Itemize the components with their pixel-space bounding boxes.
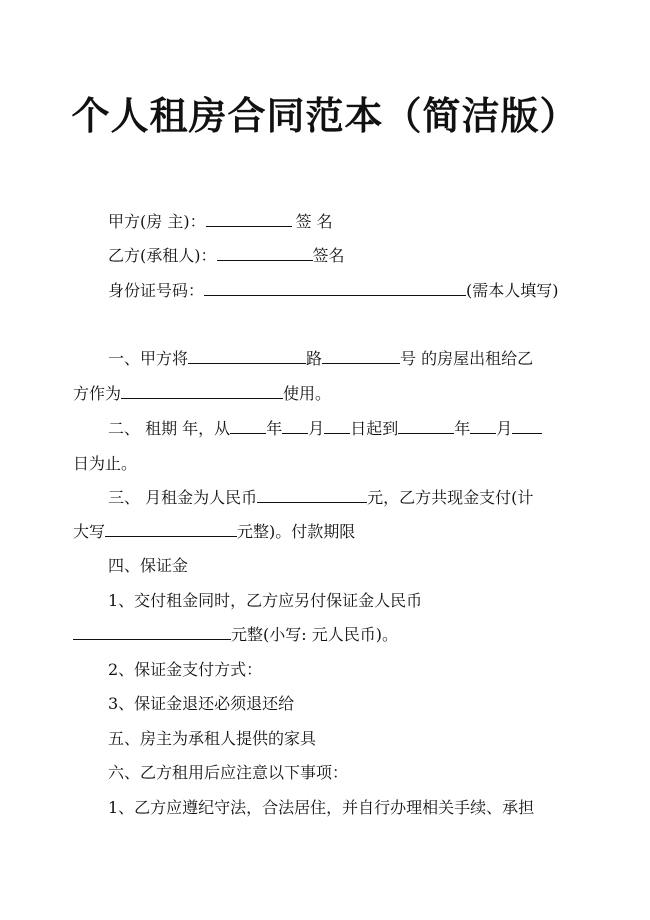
clause-6-heading: 六、乙方租用后应注意以下事项： — [108, 763, 349, 782]
clause-3-text-d: 元整)。付款期限 — [237, 522, 356, 541]
number-blank[interactable] — [322, 346, 400, 364]
clause-2-text-a: 二、 租期 年，从 — [108, 419, 231, 438]
party-b-line — [0, 243, 650, 269]
party-a-label: 甲方(房 主)： — [108, 212, 206, 231]
clause-4-1-line-1 — [0, 588, 650, 614]
id-number-label: 身份证号码： — [108, 281, 205, 300]
clause-1-text-e: 使用。 — [283, 384, 332, 403]
clause-1-line-2 — [0, 381, 650, 407]
clause-3-text-a: 三、 月租金为人民币 — [108, 488, 258, 507]
clause-4-3 — [0, 691, 650, 717]
clause-2-month-1: 月 — [308, 419, 325, 438]
clause-1-line-1 — [0, 346, 650, 372]
start-year-blank[interactable] — [230, 416, 266, 434]
end-year-blank[interactable] — [398, 416, 454, 434]
party-b-sign-label: 签名 — [312, 246, 345, 265]
clause-4-3-text: 3、保证金退还必须退还给 — [108, 694, 295, 713]
clause-6-1-text: 1、乙方应遵纪守法，合法居住，并自行办理相关手续、承担 — [108, 798, 535, 817]
clause-4-2-text: 2、保证金支付方式： — [108, 660, 263, 679]
road-blank[interactable] — [188, 346, 306, 364]
clause-2-line-2 — [0, 451, 650, 477]
end-month-blank[interactable] — [470, 416, 496, 434]
party-a-blank[interactable] — [206, 209, 292, 227]
clause-4-1-line-2 — [0, 622, 650, 648]
start-day-blank[interactable] — [324, 416, 350, 434]
clause-4-heading: 四、保证金 — [108, 556, 189, 575]
clause-1-text-c: 号 的房屋出租给乙 — [400, 349, 534, 368]
id-number-line — [0, 278, 650, 304]
clause-4-2 — [0, 657, 650, 683]
clause-2-line-1 — [0, 416, 650, 442]
rent-words-blank[interactable] — [105, 519, 237, 537]
clause-4-1-text-b: 元整(小写: 元人民币)。 — [231, 625, 398, 644]
clause-1-text-b: 路 — [306, 349, 323, 368]
clause-2-year-1: 年 — [266, 419, 283, 438]
clause-3-text-b: 元，乙方共现金支付(计 — [367, 488, 534, 507]
clause-6-1 — [0, 795, 650, 821]
id-number-blank[interactable] — [204, 278, 466, 296]
clause-6-title — [0, 760, 650, 786]
clause-5-title — [0, 726, 650, 752]
party-b-blank[interactable] — [217, 243, 313, 261]
clause-2-year-2: 年 — [454, 419, 471, 438]
start-month-blank[interactable] — [282, 416, 308, 434]
party-a-line — [0, 209, 650, 235]
id-number-note: (需本人填写) — [466, 281, 559, 300]
end-day-blank[interactable] — [512, 416, 542, 434]
clause-4-title — [0, 553, 650, 579]
document-title: 个人租房合同范本（简洁版） — [71, 94, 579, 138]
usage-blank[interactable] — [121, 381, 283, 399]
clause-5-heading: 五、房主为承租人提供的家具 — [108, 729, 317, 748]
clause-2-day-1: 日起到 — [350, 419, 399, 438]
clause-2-month-2: 月 — [496, 419, 513, 438]
clause-2-end: 日为止。 — [73, 454, 138, 473]
party-b-label: 乙方(承租人)： — [108, 246, 217, 265]
deposit-amount-blank[interactable] — [73, 622, 231, 640]
clause-3-text-c: 大写 — [73, 522, 106, 541]
clause-1-text-d: 方作为 — [73, 384, 122, 403]
clause-3-line-1 — [0, 485, 650, 511]
party-a-sign-label: 签 名 — [295, 212, 333, 231]
clause-3-line-2 — [0, 519, 650, 545]
clause-1-text-a: 一、甲方将 — [108, 349, 189, 368]
clause-4-1-text-a: 1、交付租金同时，乙方应另付保证金人民币 — [108, 591, 423, 610]
rent-amount-blank[interactable] — [257, 485, 367, 503]
